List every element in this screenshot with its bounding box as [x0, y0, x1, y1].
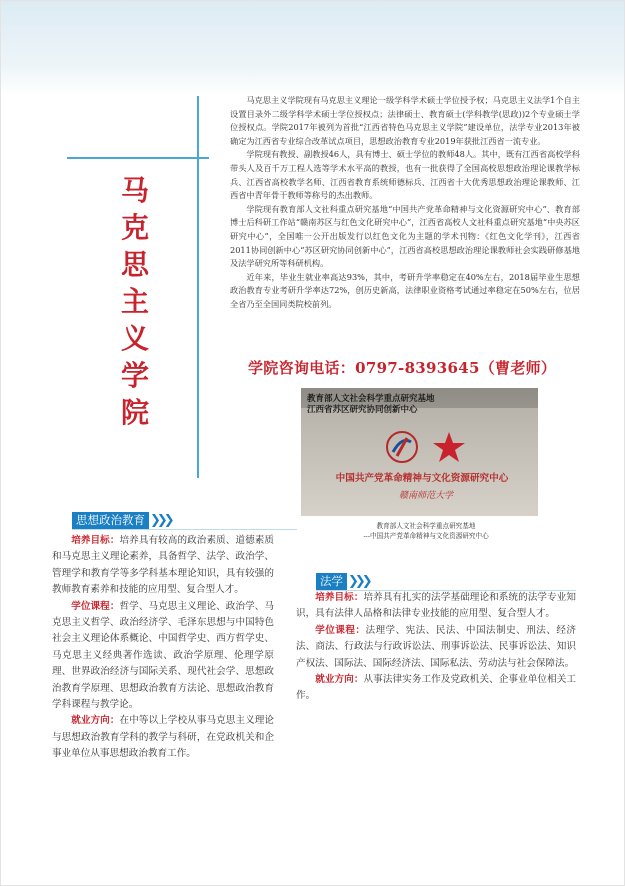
career-label: 就业方向：	[315, 674, 364, 686]
law-goal	[296, 590, 576, 623]
section-heading-politics	[72, 512, 171, 529]
star-icon	[431, 430, 467, 464]
courses-label: 学位课程：	[315, 624, 366, 636]
section-heading-label: 思想政治教育	[72, 512, 149, 529]
page-title	[119, 172, 151, 431]
goal-label: 培养目标：	[71, 535, 120, 546]
title-char: 义	[120, 322, 149, 355]
photo-sign-line1: 教育部人文社会科学重点研究基地	[307, 394, 435, 404]
intro-text	[230, 94, 580, 312]
photo-university-name: 赣南师范大学	[398, 491, 453, 501]
courses-label: 学位课程：	[71, 600, 120, 612]
goal-text: 培养具有扎实的法学基础理论和系统的法学专业知识，具有法律人品格和法律专业技能的应用型、复合型人才。	[296, 592, 577, 620]
caption-line1: 教育部人文社会科学重点研究基地	[376, 522, 476, 530]
research-center-photo	[301, 388, 538, 516]
intro-paragraph: 近年来，毕业生就业率高达93%，其中，考研升学率稳定在40%左右，2018届毕业生思想政治教育专业考研升学率达72%，创历史新高，法律职业资格考试通过率稳定在50%左右，位居全省乃至全国同类院校前列。	[230, 271, 580, 309]
photo-caption	[326, 521, 526, 541]
double-chevron-icon: ❯❯❯	[150, 513, 171, 528]
horizontal-rule	[67, 157, 209, 159]
intro-paragraph: 马克思主义学院现有马克思主义理论一级学科学术硕士学位授予权；马克思主义法学1个自主设置目录外二级学科学术硕士学位授权点；法律硕士、教育硕士(学科教学(思政))2个专业硕士学位授权点。学院2017年被列为首批“江西省特色马克思主义学院”建设单位，法学专业2013年被确定为江西省专业综合改革试点项目，思想政治教育专业2019年获批江西省一流专业。	[230, 95, 580, 146]
vertical-rule	[197, 96, 199, 478]
goal-text: 培养具有较高的政治素质、道德素质和马克思主义理论素养，具备哲学、法学、政治学、管理学和教育学等多学科基本理论知识，具有较强的教师教育素养和技能的应用型、复合型人才。	[52, 535, 275, 596]
party-emblem-icon	[383, 430, 421, 464]
consult-phone: 学院咨询电话：0797-8393645（曹老师）	[248, 359, 557, 377]
title-char: 克	[120, 211, 149, 244]
section-heading-law	[316, 573, 369, 590]
law-courses	[296, 623, 576, 672]
photo-sign-line2: 江西省苏区研究协同创新中心	[307, 405, 418, 415]
goal-label: 培养目标：	[315, 592, 364, 603]
intro-paragraph: 学院现有教育部人文社科重点研究基地“中国共产党革命精神与文化资源研究中心”、教育部博士后科研工作站“赣南苏区与红色文化研究中心”，江西省高校人文社科重点研究基地“中央苏区研究中心”，全国唯一公开出版发行以红色文化为主题的学术刊物：《红色文化学刊》，江西省2011协同创新中心“苏区研究协同创新中心”，江西省高校思想政治理论课教师社会实践研修基地及法学研究所等科研机构。	[230, 203, 580, 269]
politics-career	[52, 713, 274, 762]
career-label: 就业方向：	[71, 715, 120, 727]
double-chevron-icon: ❯❯❯	[348, 574, 369, 589]
section-underline	[72, 529, 297, 530]
title-char: 主	[120, 285, 149, 318]
courses-text: 哲学、马克思主义理论、政治学、马克思主义哲学、政治经济学、毛泽东思想与中国特色社会主义理论体系概论、中国哲学史、西方哲学史、马克思主义经典著作选读、政治学原理、伦理学原理、世界政治经济与国际关系、现代社会学、思想政治教育学原理、思想政治教育方法论、思想政治教育学科课程与教学论。	[52, 600, 275, 711]
courses-text: 法理学、宪法、民法、中国法制史、刑法、经济法、商法、行政法与行政诉讼法、刑事诉讼法、民事诉讼法、知识产权法、国际法、国际经济法、国际私法、劳动法与社会保障法。	[296, 624, 577, 669]
law-section-body	[296, 590, 576, 705]
career-text: 在中等以上学校从事马克思主义理论与思想政治教育学科的教学与科研，在党政机关和企事业单位从事思想政治教育工作。	[52, 715, 275, 760]
title-char: 思	[120, 248, 149, 281]
title-char: 马	[120, 174, 149, 207]
politics-courses	[52, 599, 274, 714]
title-char: 院	[120, 396, 149, 429]
politics-section-body	[52, 533, 274, 763]
law-career	[296, 672, 576, 705]
career-text: 从事法律实务工作及党政机关、企事业单位相关工作。	[296, 674, 577, 702]
section-heading-label: 法学	[316, 573, 347, 590]
title-char: 学	[120, 359, 149, 392]
caption-line2: ---中国共产党革命精神与文化资源研究中心	[363, 532, 489, 540]
politics-goal	[52, 533, 274, 599]
photo-center-name: 中国共产党革命精神与文化资源研究中心	[335, 473, 509, 484]
intro-paragraph: 学院现有教授、副教授46人，具有博士、硕士学位的教师48人。其中，既有江西省高校学科带头人及百千万工程人选等学术水平高的教授，也有一批获得了全国高校思想政治理论课教学标兵、江西省高校教学名师、江西省教育系统师德标兵、江西省十大优秀思想政治理论课教师、江西省中青年骨干教师等称号的杰出教师。	[230, 149, 580, 201]
